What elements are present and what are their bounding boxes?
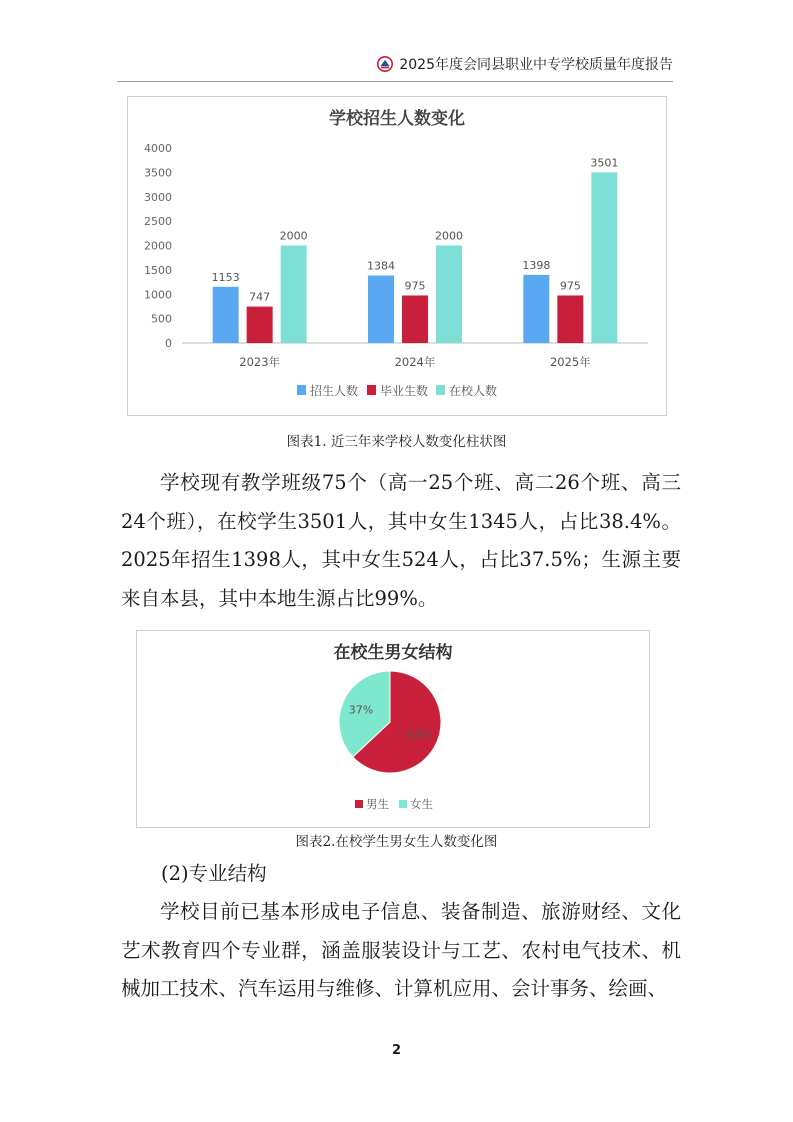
- y-tick-label: 500: [151, 312, 172, 326]
- y-tick-label: 1000: [144, 288, 172, 302]
- y-tick-label: 0: [165, 337, 172, 350]
- legend-label-2: 毕业生数: [380, 384, 429, 398]
- bar-1-2: [368, 276, 394, 343]
- legend-swatch-1: [355, 800, 363, 808]
- header-title: 2025年度会同县职业中专学校质量年度报告: [399, 57, 673, 73]
- bar-value-label: 2000: [279, 229, 308, 243]
- bar-value-label: 975: [559, 279, 581, 293]
- x-tick-label: 2024年: [394, 355, 436, 369]
- page-header: [377, 54, 673, 74]
- chart-title: 在校生男女结构: [333, 643, 453, 663]
- gender-pie-chart: [136, 630, 650, 828]
- y-tick-label: 4000: [144, 142, 172, 155]
- bar-3-1: [281, 246, 307, 344]
- y-tick-label: 2000: [144, 239, 172, 253]
- y-tick-label: 3500: [144, 166, 172, 180]
- legend-swatch-1: [297, 385, 306, 395]
- legend-swatch-3: [436, 385, 445, 395]
- page-number: 2: [391, 1043, 402, 1058]
- paragraph-majors: 学校目前已基本形成电子信息、装备制造、旅游财经、文化艺术教育四个专业群，涵盖服装设计与工艺、农村电气技术、机械加工技术、汽车运用与维修、计算机应用、会计事务、绘画、: [121, 900, 681, 1001]
- bar-3-3: [591, 172, 617, 343]
- legend-label-1: 男生: [366, 797, 389, 811]
- x-tick-label: 2023年: [239, 355, 281, 369]
- bar-value-label: 3501: [590, 156, 619, 170]
- y-tick-label: 3000: [144, 190, 172, 204]
- bar-2-1: [247, 307, 273, 343]
- bar-value-label: 1398: [522, 258, 551, 272]
- section-subheading: (2)专业结构: [161, 862, 267, 885]
- enrollment-bar-chart: [127, 96, 667, 416]
- legend-swatch-2: [367, 385, 376, 395]
- figure1-caption: 图表1. 近三年来学校人数变化柱状图: [286, 434, 507, 450]
- bar-value-label: 747: [249, 290, 271, 304]
- legend-label-2: 女生: [410, 797, 433, 811]
- bar-value-label: 1384: [367, 259, 395, 273]
- bar-chart-svg: [128, 97, 666, 415]
- pie-chart-svg: [137, 631, 649, 827]
- figure2-caption: 图表2.在校学生男女生人数变化图: [295, 834, 498, 850]
- paragraph-enrollment: 学校现有教学班级75个（高一25个班、高二26个班、高三24个班），在校学生3501人，其中女生1345人，占比38.4%。2025年招生1398人，其中女生524人，占比37.5%；生源主要来自本县，其中本地生源占比99%。: [121, 471, 681, 611]
- legend-label-3: 在校人数: [449, 384, 498, 398]
- bar-3-2: [436, 246, 462, 344]
- legend-swatch-2: [399, 800, 407, 808]
- y-tick-label: 1500: [144, 263, 172, 277]
- bar-1-3: [523, 275, 549, 343]
- bar-value-label: 2000: [435, 229, 463, 243]
- bar-value-label: 975: [404, 279, 426, 293]
- legend-label-1: 招生人数: [310, 384, 359, 398]
- bar-value-label: 1153: [211, 270, 240, 284]
- bar-2-2: [402, 295, 428, 343]
- pie-slice-label: 63%: [406, 728, 432, 742]
- bar-1-1: [213, 287, 239, 343]
- school-logo-icon: [377, 56, 393, 72]
- pie-slice-label: 37%: [348, 703, 374, 717]
- x-tick-label: 2025年: [549, 355, 591, 369]
- header-divider: [117, 81, 673, 82]
- bar-2-3: [557, 295, 583, 343]
- y-tick-label: 2500: [144, 215, 172, 229]
- chart-title: 学校招生人数变化: [329, 109, 465, 129]
